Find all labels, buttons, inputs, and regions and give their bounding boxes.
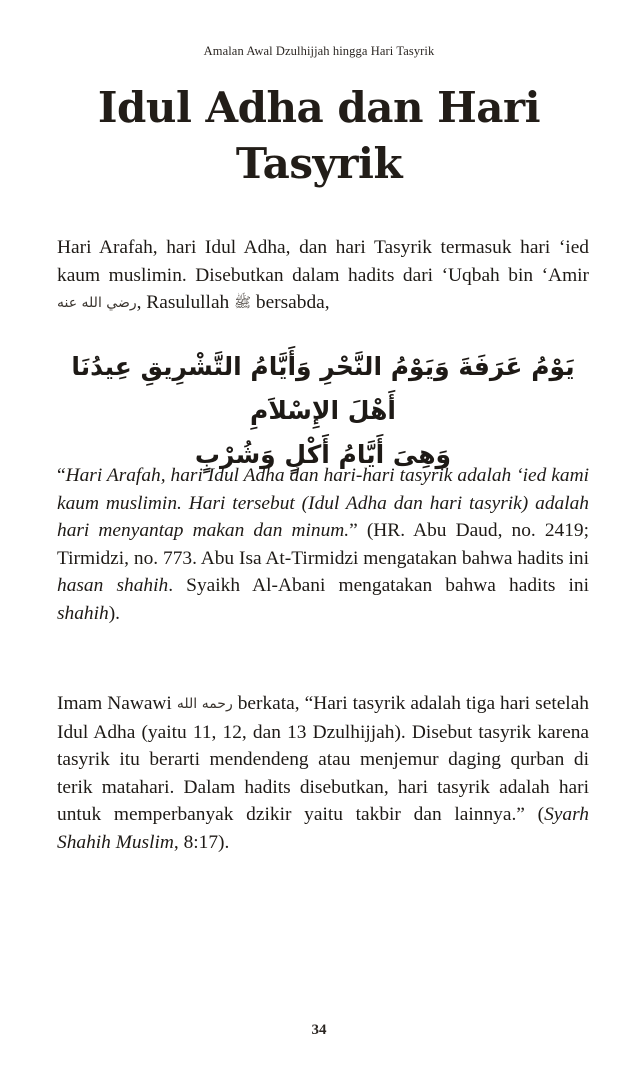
hadith-grade: hasan shahih — [57, 575, 169, 596]
hadith-arabic — [57, 345, 589, 477]
intro-text-middle: , Rasulullah — [136, 292, 230, 313]
hadith-arabic-line-1: يَوْمُ عَرَفَةَ وَيَوْمُ النَّحْرِ وَأَيَّامُ التَّشْرِيقِ عِيدُنَا أَهْلَ الإِسْلاَمِ — [71, 352, 575, 425]
citation-text-3: ). — [108, 602, 121, 624]
rahimahullah-glyph: رحمه الله — [176, 696, 233, 712]
nawawi-text-start: Imam Nawawi — [57, 693, 172, 714]
running-header: Amalan Awal Dzulhijjah hingga Hari Tasyrik — [203, 44, 435, 58]
hadith-arabic-line-2: وَهِىَ أَيَّامُ أَكْلٍ وَشُرْبٍ — [194, 440, 452, 469]
source-title: Syarh Shahih Muslim — [57, 804, 589, 853]
page-number: 34 — [311, 1022, 327, 1038]
nawawi-paragraph — [57, 690, 589, 856]
citation-text-1: ” (HR. Abu Daud, no. 2419; Tirmidzi, no. 773. Abu Isa At-Tirmidzi mengatakan bahwa hadits ini — [57, 520, 589, 569]
intro-text-end: bersabda, — [251, 292, 330, 313]
open-quote: “ — [57, 465, 66, 486]
hadith-grade-2: shahih — [57, 602, 109, 624]
chapter-title: Idul Adha dan Hari Tasyrik — [97, 83, 541, 188]
source-reference: , 8:17). — [173, 831, 230, 853]
translation-paragraph — [57, 462, 589, 627]
shallallahu-alaihi-wasallam-glyph: ﷺ — [234, 295, 252, 311]
hadith-translation: Hari Arafah, hari Idul Adha dan hari-hari tasyrik adalah ‘ied kami kaum muslimin. Hari tersebut (Idul Adha dan hari tasyrik) adalah hari menyantap makan dan minum. — [57, 465, 589, 541]
radhiyallahu-anhu-glyph: رضي الله عنه — [57, 295, 137, 311]
intro-paragraph — [57, 234, 589, 318]
citation-text-2: . Syaikh Al-Abani mengatakan bahwa hadits ini — [168, 575, 589, 596]
intro-text-start: Hari Arafah, hari Idul Adha, dan hari Tasyrik termasuk hari ‘ied kaum muslimin. Disebutkan dalam hadits dari ‘Uqbah bin ‘Amir — [57, 237, 589, 286]
nawawi-quote: berkata, “Hari tasyrik adalah tiga hari setelah Idul Adha (yaitu 11, 12, dan 13 Dzulhijjah). Disebut tasyrik karena tasyrik itu berarti mendendeng atau menjemur daging qurban di terik matahari. Dalam hadits disebutkan, hari tasyrik adalah hari untuk memperbanyak dzikir yaitu takbir dan lainnya.” ( — [57, 693, 589, 825]
